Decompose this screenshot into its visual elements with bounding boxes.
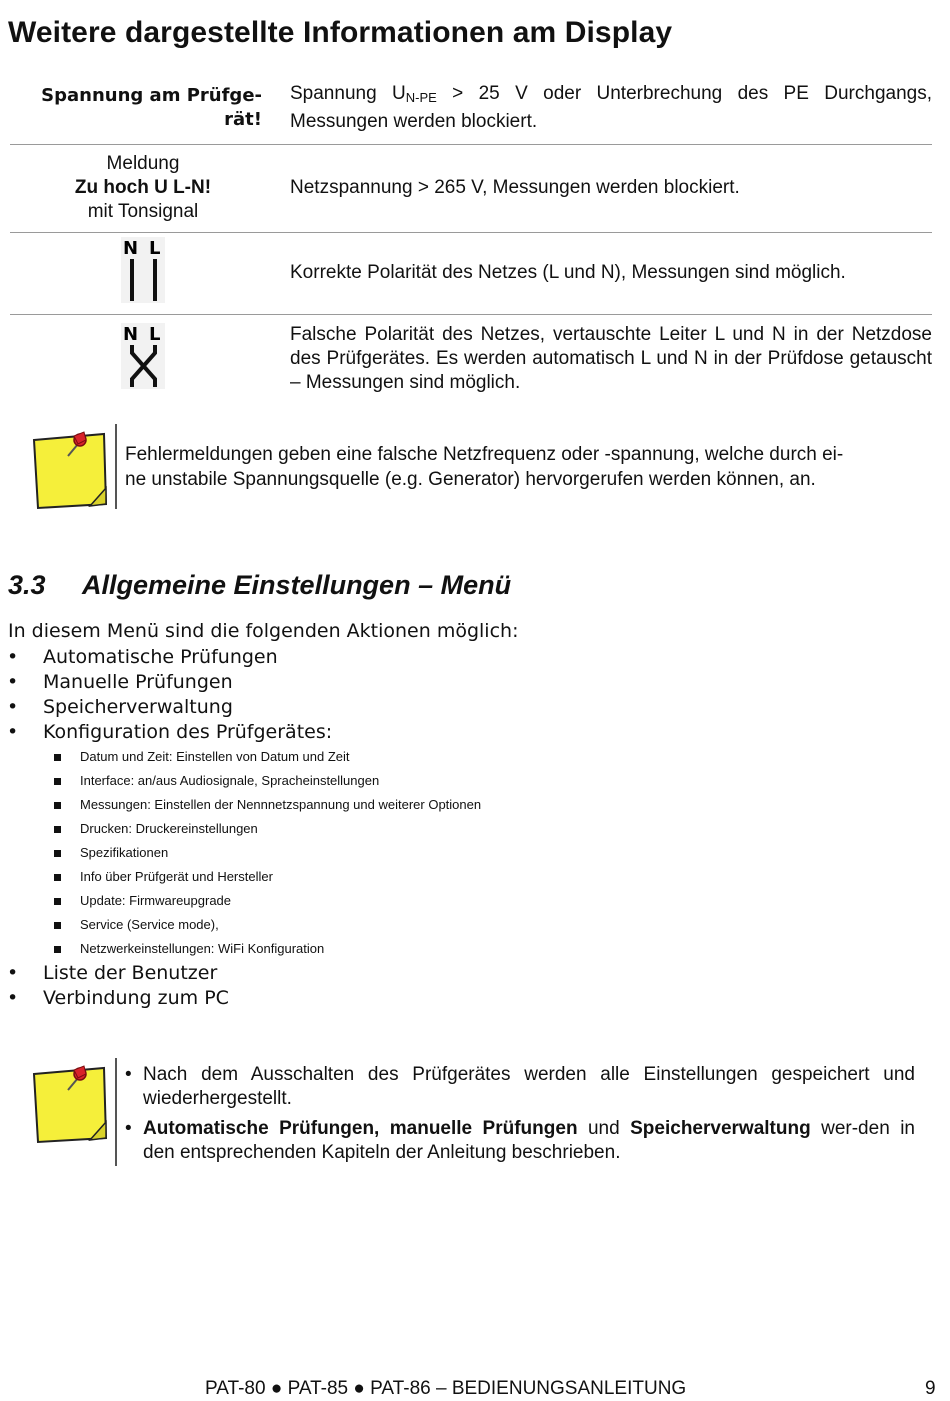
note-icon xyxy=(30,1060,110,1151)
row3-desc: Korrekte Polarität des Netzes (L und N), Messungen sind möglich. xyxy=(276,232,932,314)
note-text xyxy=(125,442,915,492)
page-number: 9 xyxy=(925,1378,936,1399)
section-title: Allgemeine Einstellungen – Menü xyxy=(82,570,512,600)
section-heading xyxy=(8,570,511,601)
section-number: 3.3 xyxy=(8,570,46,600)
note-2-item-1: • Nach dem Ausschalten des Prüfgerätes werden alle Einstellungen gespeichert und wiederhergestellt. xyxy=(125,1064,915,1109)
sub-list-item: Drucken: Druckereinstellungen xyxy=(43,817,481,841)
display-info-table xyxy=(10,80,932,404)
row2-label-line2: Zu hoch U L-N! xyxy=(74,177,212,198)
svg-text:N: N xyxy=(123,324,139,346)
list-item: • Liste der Benutzer xyxy=(7,962,218,984)
sub-list-item: Netzwerkeinstellungen: WiFi Konfiguration xyxy=(43,937,481,961)
note-2-item-2: • Automatische Prüfungen, manuelle Prüfungen und Speicherverwaltung wer-den in den entsprechenden Kapiteln der Anleitung beschrieben. xyxy=(125,1118,915,1163)
note-icon xyxy=(30,426,110,517)
table-row xyxy=(10,144,932,232)
menu-actions-list xyxy=(0,645,481,1011)
svg-text:L: L xyxy=(149,238,161,259)
note-line-2: ne unstabile Spannungsquelle (e.g. Generator) hervorgerufen werden können, an. xyxy=(125,469,816,490)
sub-list-item: Service (Service mode), xyxy=(43,913,481,937)
sub-list-item: Messungen: Einstellen der Nennnetzspannung und weiterer Optionen xyxy=(43,793,481,817)
sub-list-item: Interface: an/aus Audiosignale, Spracheinstellungen xyxy=(43,769,481,793)
list-item: • Konfiguration des Prüfgerätes: Datum und Zeit: Einstellen von Datum und Zeit Interface: an/aus Audiosignale, Spracheinstellungen Messungen: Einstellen der Nennnetzspannung und weiterer Optionen Drucken: Druckereinstellungen Spezifikationen Info über Prüfgerät und Hersteller Update: Firmwareupgrade Service (Service mode), Netzwerkeinstellungen: WiFi Konfiguration xyxy=(0,720,481,961)
list-item: • Manuelle Prüfungen xyxy=(7,671,233,693)
row1-desc-pre: Spannung U xyxy=(290,82,406,104)
note-divider xyxy=(115,424,117,509)
polarity-correct-icon xyxy=(121,237,165,303)
row2-label-line3: mit Tonsignal xyxy=(87,201,199,222)
config-sublist xyxy=(43,745,481,961)
row1-desc-sub: N-PE xyxy=(405,89,437,105)
note-divider xyxy=(115,1058,117,1166)
sub-list-item: Info über Prüfgerät und Hersteller xyxy=(43,865,481,889)
svg-text:L: L xyxy=(149,324,161,346)
row2-label-line1: Meldung xyxy=(106,153,180,174)
footer-title: PAT-80 ● PAT-85 ● PAT-86 – BEDIENUNGSANLEITUNG xyxy=(205,1378,687,1399)
note-line-1: Fehlermeldungen geben eine falsche Netzfrequenz oder -spannung, welche durch ei- xyxy=(125,444,844,465)
table-row xyxy=(10,314,932,404)
sub-list-item: Spezifikationen xyxy=(43,841,481,865)
sub-list-item: Update: Firmwareupgrade xyxy=(43,889,481,913)
row4-desc: Falsche Polarität des Netzes, vertauschte Leiter L und N in der Netzdose des Prüfgerätes. Es werden automatisch L und N in der Prüfdose getauscht – Messungen sind möglich. xyxy=(290,324,932,394)
page-heading: Weitere dargestellte Informationen am Display xyxy=(8,16,673,49)
row1-label-line2: rät! xyxy=(224,108,262,130)
row1-desc-post: > 25 V oder Unterbrechung des PE Durchgangs, Messungen werden blockiert. xyxy=(290,82,932,132)
svg-text:N: N xyxy=(123,238,139,259)
polarity-swapped-icon xyxy=(121,323,165,389)
table-row xyxy=(10,232,932,314)
row2-desc: Netzspannung > 265 V, Messungen werden blockiert. xyxy=(276,144,932,232)
list-item: • Verbindung zum PC xyxy=(7,987,229,1009)
table-row xyxy=(10,80,932,144)
note-2-text xyxy=(125,1063,915,1165)
row1-label-line1: Spannung am Prüfge- xyxy=(41,84,262,106)
section-intro: In diesem Menü sind die folgenden Aktionen möglich: xyxy=(8,620,519,642)
list-item: • Automatische Prüfungen xyxy=(7,646,278,668)
sub-list-item: Datum und Zeit: Einstellen von Datum und Zeit xyxy=(43,745,481,769)
list-item: • Speicherverwaltung xyxy=(7,696,233,718)
